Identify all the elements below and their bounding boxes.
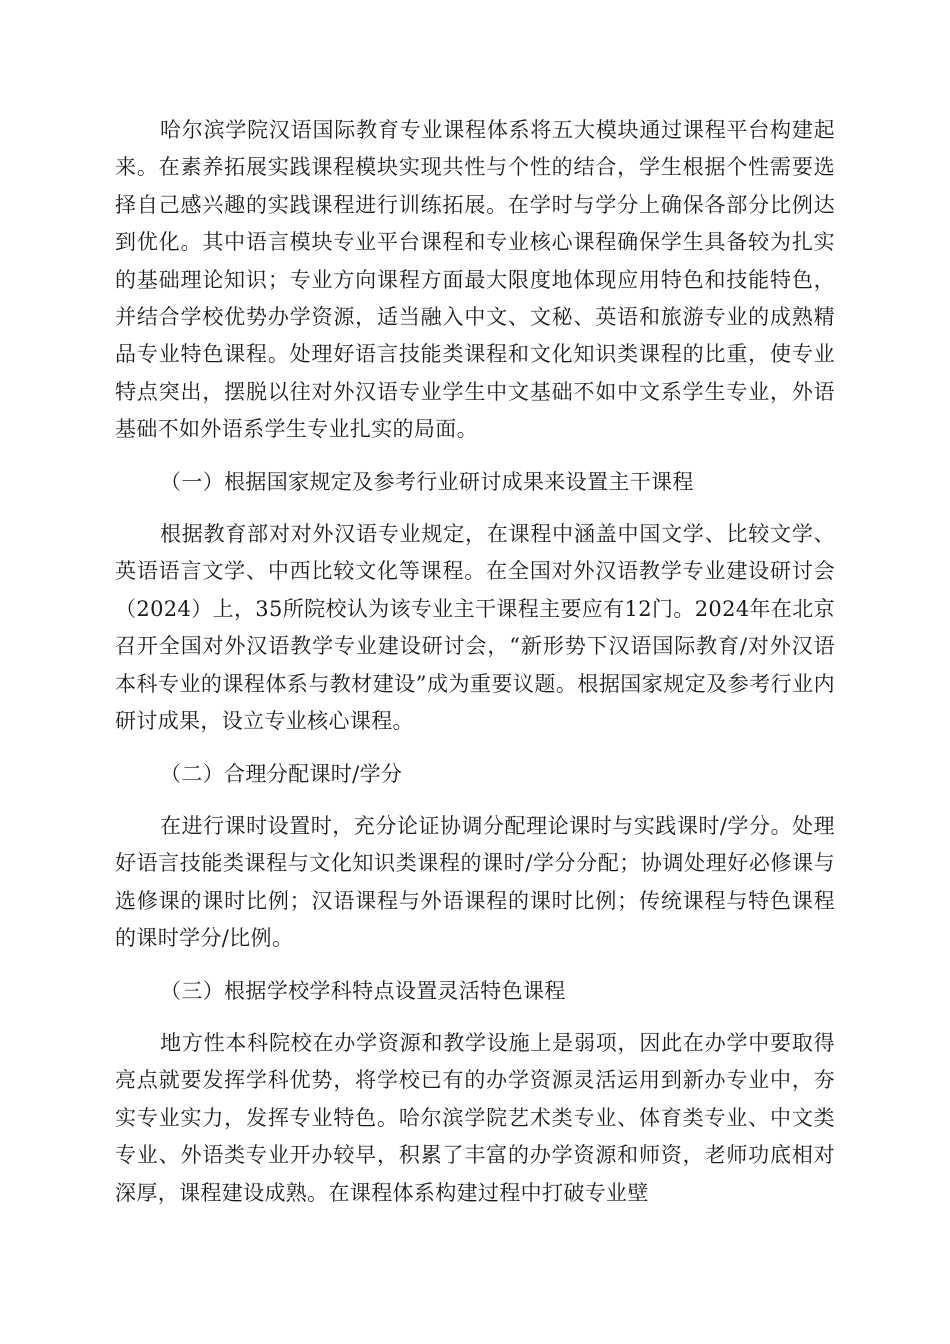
paragraph-core-courses: 根据教育部对对外汉语专业规定，在课程中涵盖中国文学、比较文学、英语语言文学、中西比较文化等课程。在全国对外汉语教学专业建设研讨会（2024）上，35所院校认为该专业主干课程主要应有12门。2024年在北京召开全国对外汉语教学专业建设研讨会，“新形势下汉语国际教育/对外汉语本科专业的课程体系与教材建设”成为重要议题。根据国家规定及参考行业内研讨成果，设立专业核心课程。 [115,522,835,734]
document-body [115,112,835,1212]
paragraph-credit-allocation: 在进行课时设置时，充分论证协调分配理论课时与实践课时/学分。处理好语言技能类课程与文化知识类课程的课时/学分分配；协调处理好必修课与选修课的课时比例；汉语课程与外语课程的课时比例；传统课程与特色课程的课时学分/比例。 [115,813,835,951]
section-heading-2: （二）合理分配课时/学分 [160,761,403,786]
section-heading-3: （三）根据学校学科特点设置灵活特色课程 [160,978,566,1003]
paragraph-featured-courses: 地方性本科院校在办学资源和教学设施上是弱项，因此在办学中要取得亮点就要发挥学科优势，将学校已有的办学资源灵活运用到新办专业中，夯实专业实力，发挥专业特色。哈尔滨学院艺术类专业、体育类专业、中文类专业、外语类专业开办较早，积累了丰富的办学资源和师资，老师功底相对深厚，课程建设成熟。在课程体系构建过程中打破专业壁 [115,1030,835,1205]
section-heading-1: （一）根据国家规定及参考行业研讨成果来设置主干课程 [160,469,694,494]
paragraph-curriculum-system: 哈尔滨学院汉语国际教育专业课程体系将五大模块通过课程平台构建起来。在素养拓展实践课程模块实现共性与个性的结合，学生根据个性需要选择自己感兴趣的实践课程进行训练拓展。在学时与学分上确保各部分比例达到优化。其中语言模块专业平台课程和专业核心课程确保学生具备较为扎实的基础理论知识；专业方向课程方面最大限度地体现应用特色和技能特色，并结合学校优势办学资源，适当融入中文、文秘、英语和旅游专业的成熟精品专业特色课程。处理好语言技能类课程和文化知识类课程的比重，使专业特点突出，摆脱以往对外汉语专业学生中文基础不如中文系学生专业，外语基础不如外语系学生专业扎实的局面。 [115,118,835,442]
